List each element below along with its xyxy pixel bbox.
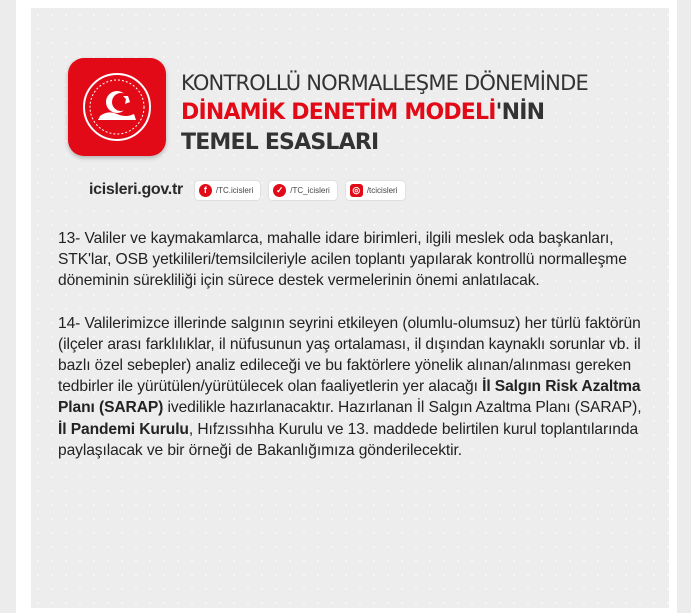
- twitter-link[interactable]: [269, 181, 337, 200]
- pandemic-board-emphasis: İl Pandemi Kurulu: [58, 420, 189, 438]
- instagram-link[interactable]: [346, 181, 405, 200]
- instagram-handle: /tcicisleri: [366, 185, 398, 195]
- paragraph-14-text-1: 14- Valilerimizce illerinde salgının seyrini etkileyen (olumlu-olumsuz) her türlü faktörün (ilçeler arası farklılıklar, il nüfusunun yaş ortalaması, il dışından kaynaklı sorunlar vb. il bazlı özel sebepler) analiz edileceği ve bu faktörlere yönelik alınan/alınması gereken tedbirler ile yürütülen/yürütülecek olan faaliyetlerin yer alacağı: [58, 314, 641, 396]
- article-body: [58, 228, 648, 461]
- social-links-row: [89, 177, 414, 203]
- title-suffix: 'NİN: [495, 100, 545, 125]
- instagram-icon: ◎: [350, 184, 363, 197]
- paragraph-14-text-2: ivedilikle hazırlanacaktır. Hazırlanan İl Salgın Azaltma Planı (SARAP),: [163, 399, 642, 417]
- twitter-icon: ✓: [273, 184, 286, 197]
- left-frame-strip: [0, 0, 16, 613]
- title-line-3: TEMEL ESASLARI: [181, 130, 379, 155]
- website-domain[interactable]: icisleri.gov.tr: [89, 181, 183, 198]
- paragraph-13: 13- Valiler ve kaymakamlarca, mahalle idare birimleri, ilgili meslek oda başkanları, STK'lar, OSB yetkilileri/temsilcileriyle acilen toplantı yapılarak kontrollü normalleşme döneminin sürekliliği için sürece destek vermelerinin önemi anlatılacak.: [58, 230, 627, 290]
- title-line-2: [181, 98, 588, 128]
- facebook-handle: /TC.icisleri: [215, 185, 254, 195]
- paragraph-14-text-3: , Hıfzıssıhha Kurulu ve 13. maddede belirtilen kurul toplantılarında paylaşılacak ve bir örneği de Bakanlığımıza gönderilecektir.: [58, 420, 639, 459]
- facebook-icon: f: [199, 184, 212, 197]
- document-title: [181, 68, 588, 158]
- paragraph-14: [58, 313, 648, 461]
- title-highlight: DİNAMİK DENETİM MODELİ: [181, 100, 496, 125]
- ministry-logo: [68, 58, 166, 156]
- right-frame-strip: [677, 0, 691, 613]
- twitter-handle: /TC_icisleri: [290, 185, 330, 195]
- facebook-link[interactable]: [195, 181, 260, 200]
- sarap-plan-emphasis: İl Salgın Risk Azaltma Planı (SARAP): [58, 378, 641, 417]
- title-line-1: KONTROLLÜ NORMALLEŞME DÖNEMİNDE: [181, 71, 588, 95]
